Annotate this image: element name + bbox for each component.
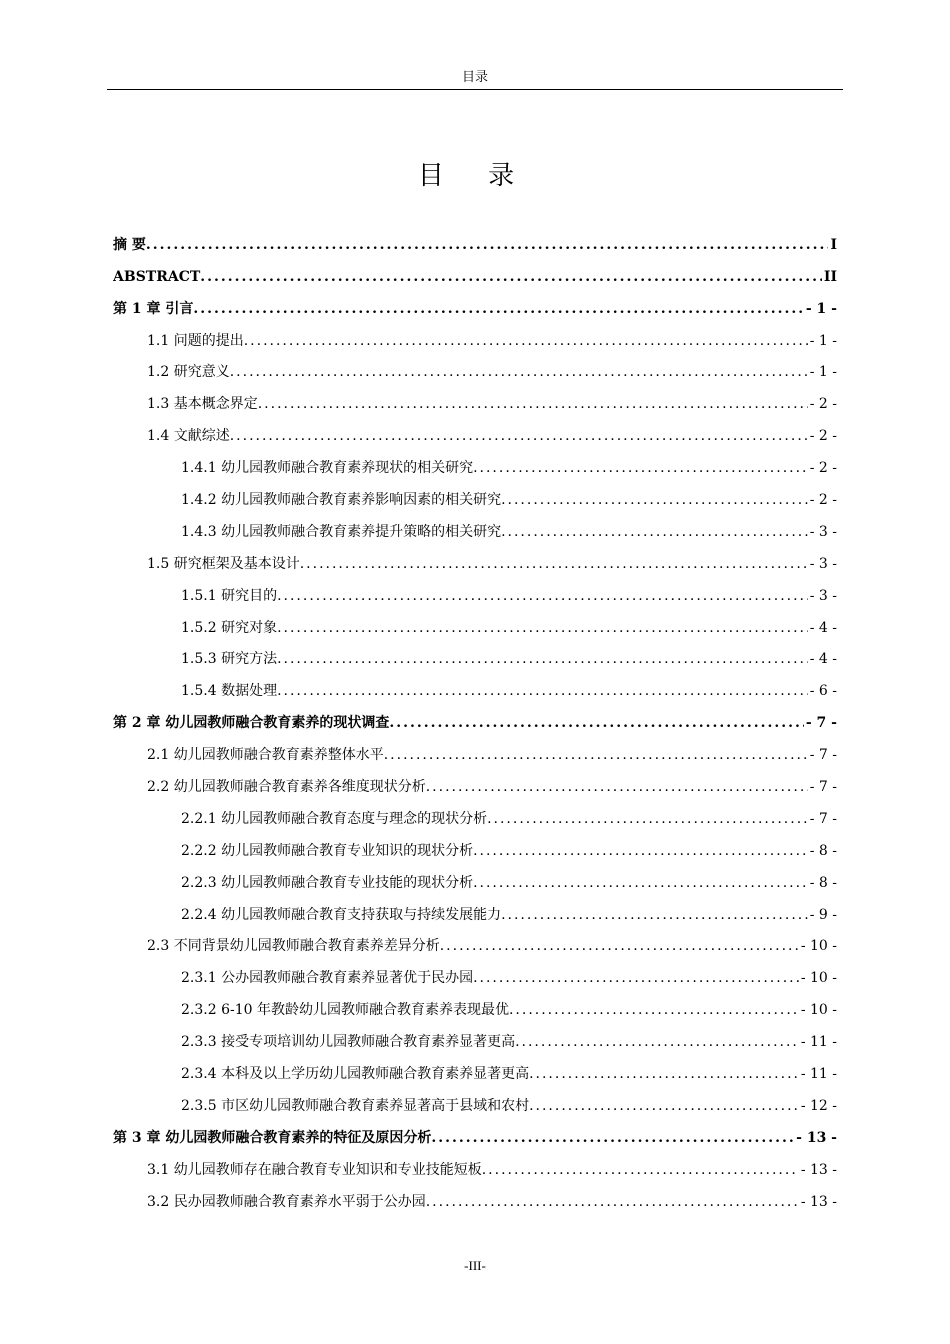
toc-entry-label: 1.4.1 幼儿园教师融合教育素养现状的相关研究: [181, 460, 474, 477]
toc-entry-page: II: [823, 268, 837, 285]
toc-leader-dots: [515, 1033, 799, 1051]
toc-entry[interactable]: [113, 828, 837, 860]
toc-leader-dots: [200, 268, 822, 286]
toc-entry[interactable]: [113, 222, 837, 254]
toc-entry-label: ABSTRACT: [113, 268, 201, 285]
toc-entry[interactable]: [113, 637, 837, 669]
toc-entry-label: 2.2.3 幼儿园教师融合教育专业技能的现状分析: [181, 874, 474, 891]
toc-entry-page: - 10 -: [800, 1002, 837, 1019]
toc-entry[interactable]: [113, 892, 837, 924]
toc-entry-label: 1.5 研究框架及基本设计: [147, 555, 300, 572]
toc-entry[interactable]: [113, 764, 837, 796]
table-of-contents: [113, 222, 837, 1211]
toc-entry-label: 1.1 问题的提出: [147, 332, 244, 349]
toc-entry-label: 2.2 幼儿园教师融合教育素养各维度现状分析: [147, 779, 426, 796]
toc-entry-label: 2.2.1 幼儿园教师融合教育态度与理念的现状分析: [181, 810, 488, 827]
toc-entry-page: - 6 -: [809, 683, 837, 700]
toc-entry-label: 2.1 幼儿园教师融合教育素养整体水平: [147, 747, 384, 764]
toc-entry-label: 3.2 民办园教师融合教育素养水平弱于公办园: [147, 1193, 426, 1210]
toc-leader-dots: [509, 1001, 799, 1019]
toc-entry-page: - 13 -: [800, 1161, 837, 1178]
toc-entry-label: 1.3 基本概念界定: [147, 396, 258, 413]
toc-leader-dots: [501, 523, 808, 541]
header-rule: [107, 89, 843, 90]
toc-entry[interactable]: [113, 1083, 837, 1115]
toc-entry-page: - 11 -: [800, 1034, 837, 1051]
toc-entry-page: - 12 -: [800, 1097, 837, 1114]
toc-entry-label: 第 2 章 幼儿园教师融合教育素养的现状调查: [113, 715, 390, 732]
toc-leader-dots: [230, 363, 808, 381]
toc-entry-label: 2.3 不同背景幼儿园教师融合教育素养差异分析: [147, 938, 440, 955]
toc-entry-label: 1.4.2 幼儿园教师融合教育素养影响因素的相关研究: [181, 492, 502, 509]
toc-entry-page: - 9 -: [809, 906, 837, 923]
toc-leader-dots: [258, 395, 808, 413]
toc-leader-dots: [501, 491, 808, 509]
toc-entry-label: 2.3.2 6-10 年教龄幼儿园教师融合教育素养表现最优: [181, 1002, 509, 1019]
toc-entry[interactable]: [113, 732, 837, 764]
toc-leader-dots: [244, 332, 808, 350]
toc-entry-page: - 2 -: [809, 492, 837, 509]
toc-entry-label: 摘 要: [113, 236, 146, 253]
toc-entry-page: - 4 -: [809, 651, 837, 668]
toc-leader-dots: [193, 300, 804, 318]
toc-entry[interactable]: [113, 668, 837, 700]
toc-entry-page: - 3 -: [809, 555, 837, 572]
toc-entry-label: 3.1 幼儿园教师存在融合教育专业知识和专业技能短板: [147, 1161, 482, 1178]
toc-entry[interactable]: [113, 286, 837, 318]
toc-entry-page: - 10 -: [800, 970, 837, 987]
toc-entry[interactable]: [113, 445, 837, 477]
page-title: 目 录: [417, 161, 533, 191]
toc-entry-label: 2.3.1 公办园教师融合教育素养显著优于民办园: [181, 970, 474, 987]
toc-entry[interactable]: [113, 1019, 837, 1051]
toc-entry-page: - 2 -: [809, 428, 837, 445]
toc-entry-page: I: [830, 236, 837, 253]
toc-entry-label: 1.4.3 幼儿园教师融合教育素养提升策略的相关研究: [181, 523, 502, 540]
toc-entry-page: - 3 -: [809, 587, 837, 604]
toc-entry[interactable]: [113, 924, 837, 956]
toc-entry-page: - 7 -: [809, 747, 837, 764]
toc-leader-dots: [529, 1065, 799, 1083]
toc-entry[interactable]: [113, 509, 837, 541]
toc-leader-dots: [426, 778, 808, 796]
toc-entry-label: 第 3 章 幼儿园教师融合教育素养的特征及原因分析: [113, 1129, 432, 1146]
toc-entry-page: - 13 -: [796, 1129, 837, 1146]
toc-leader-dots: [473, 842, 808, 860]
toc-leader-dots: [277, 587, 808, 605]
toc-leader-dots: [529, 1097, 799, 1115]
toc-entry[interactable]: [113, 605, 837, 637]
toc-entry[interactable]: [113, 573, 837, 605]
toc-entry-page: - 7 -: [805, 715, 837, 732]
toc-entry-label: 2.3.4 本科及以上学历幼儿园教师融合教育素养显著更高: [181, 1066, 530, 1083]
toc-entry-page: - 3 -: [809, 523, 837, 540]
toc-leader-dots: [487, 810, 808, 828]
toc-entry[interactable]: [113, 1147, 837, 1179]
page-number: -III-: [464, 1258, 486, 1273]
toc-entry[interactable]: [113, 987, 837, 1019]
toc-leader-dots: [277, 682, 808, 700]
toc-entry-page: - 13 -: [800, 1193, 837, 1210]
toc-entry[interactable]: [113, 413, 837, 445]
toc-entry-label: 2.2.4 幼儿园教师融合教育支持获取与持续发展能力: [181, 906, 502, 923]
toc-entry[interactable]: [113, 350, 837, 382]
toc-entry[interactable]: [113, 541, 837, 573]
toc-entry-label: 1.5.1 研究目的: [181, 587, 278, 604]
toc-entry-page: - 1 -: [805, 300, 837, 317]
toc-entry-label: 1.5.4 数据处理: [181, 683, 278, 700]
toc-leader-dots: [501, 906, 808, 924]
toc-entry[interactable]: [113, 1179, 837, 1211]
toc-entry-label: 第 1 章 引言: [113, 300, 194, 317]
toc-entry[interactable]: [113, 1051, 837, 1083]
toc-entry[interactable]: [113, 477, 837, 509]
toc-entry-page: - 8 -: [809, 874, 837, 891]
toc-leader-dots: [277, 619, 808, 637]
toc-entry-label: 2.3.3 接受专项培训幼儿园教师融合教育素养显著更高: [181, 1034, 516, 1051]
toc-leader-dots: [440, 937, 799, 955]
toc-leader-dots: [482, 1161, 799, 1179]
toc-entry[interactable]: [113, 860, 837, 892]
toc-entry-label: 2.3.5 市区幼儿园教师融合教育素养显著高于县域和农村: [181, 1097, 530, 1114]
toc-entry[interactable]: [113, 700, 837, 732]
toc-entry-page: - 4 -: [809, 619, 837, 636]
toc-leader-dots: [300, 555, 808, 573]
toc-entry[interactable]: [113, 381, 837, 413]
toc-entry-page: - 10 -: [800, 938, 837, 955]
toc-entry-label: 1.5.2 研究对象: [181, 619, 278, 636]
toc-leader-dots: [277, 650, 808, 668]
toc-entry-page: - 2 -: [809, 396, 837, 413]
toc-leader-dots: [389, 714, 804, 732]
toc-entry-page: - 7 -: [809, 810, 837, 827]
running-header: 目录: [461, 70, 488, 85]
toc-entry-label: 2.2.2 幼儿园教师融合教育专业知识的现状分析: [181, 842, 474, 859]
toc-entry-page: - 7 -: [809, 779, 837, 796]
toc-entry-page: - 2 -: [809, 460, 837, 477]
toc-leader-dots: [473, 874, 808, 892]
toc-entry[interactable]: [113, 1115, 837, 1147]
toc-entry-page: - 8 -: [809, 842, 837, 859]
toc-leader-dots: [426, 1193, 799, 1211]
toc-entry-label: 1.5.3 研究方法: [181, 651, 278, 668]
toc-entry[interactable]: [113, 955, 837, 987]
toc-entry-label: 1.2 研究意义: [147, 364, 230, 381]
toc-leader-dots: [146, 236, 829, 254]
toc-entry-page: - 1 -: [809, 332, 837, 349]
toc-leader-dots: [473, 459, 808, 477]
toc-entry[interactable]: [113, 254, 837, 286]
toc-entry[interactable]: [113, 796, 837, 828]
toc-entry-page: - 1 -: [809, 364, 837, 381]
toc-leader-dots: [473, 969, 799, 987]
toc-entry[interactable]: [113, 318, 837, 350]
toc-entry-label: 1.4 文献综述: [147, 428, 230, 445]
toc-entry-page: - 11 -: [800, 1066, 837, 1083]
toc-leader-dots: [230, 427, 808, 445]
toc-leader-dots: [431, 1129, 794, 1147]
toc-leader-dots: [384, 746, 808, 764]
